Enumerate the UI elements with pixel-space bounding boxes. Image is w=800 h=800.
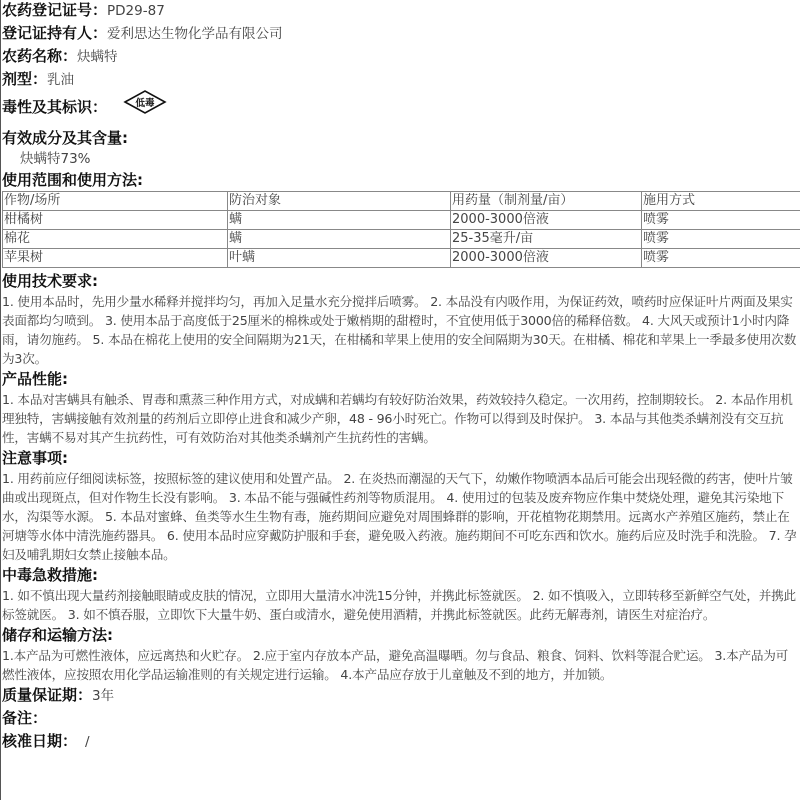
table-row <box>3 211 800 230</box>
column-header-dosage: 用药量（制剂量/亩） <box>451 192 642 211</box>
table-row <box>3 249 800 268</box>
cell-crop: 棉花 <box>3 230 228 249</box>
approval-date-row <box>2 730 800 753</box>
column-header-target: 防治对象 <box>228 192 451 211</box>
pesticide-name-label: 农药名称： <box>2 47 78 65</box>
technique-heading: 使用技术要求: <box>2 272 98 290</box>
first-aid-heading: 中毒急救措施: <box>2 566 98 584</box>
remarks-label: 备注： <box>2 709 48 727</box>
holder-label: 登记证持有人： <box>2 24 108 42</box>
ingredients-heading: 有效成分及其含量: <box>2 129 128 147</box>
cell-target: 螨 <box>228 230 451 249</box>
performance-heading: 产品性能: <box>2 370 68 388</box>
table-row <box>3 230 800 249</box>
cell-target: 叶螨 <box>228 249 451 268</box>
cell-dosage: 25-35毫升/亩 <box>451 230 642 249</box>
precautions-heading: 注意事项: <box>2 449 68 467</box>
shelf-life-row <box>2 684 800 707</box>
shelf-life-label: 质量保证期： <box>2 686 93 704</box>
formulation-row <box>2 68 800 91</box>
low-toxicity-diamond-icon <box>123 89 167 123</box>
storage-heading: 储存和运输方法: <box>2 626 113 644</box>
pesticide-name-row <box>2 45 800 68</box>
registration-number-row <box>2 0 800 22</box>
approval-date-value: / <box>85 734 90 750</box>
precautions-text: 1. 用药前应仔细阅读标签，按照标签的建议使用和处置产品。 2. 在炎热而潮湿的天气下，幼嫩作物喷洒本品后可能会出现轻微的药害，使叶片皱曲或出现斑点，但对作物生长没有影响。 3. 本品不能与强碱性药剂等物质混用。 4. 使用过的包装及废弃物应作集中焚烧处理，避免其污染地下水，沟渠等水源。 5. 本品对蜜蜂、鱼类等水生生物有毒，施药期间应避免对周围蜂群的影响，开花植物花期禁用。远离水产养殖区施药，禁止在河塘等水体中清洗施药器具。 6. 使用本品时应穿戴防护服和手套，避免吸入药液。施药期间不可吃东西和饮水。施药后应及时洗手和洗脸。 7. 孕妇及哺乳期妇女禁止接触本品。 <box>2 471 797 562</box>
first-aid-text: 1. 如不慎出现大量药剂接触眼睛或皮肤的情况，立即用大量清水冲洗15分钟，并携此标签就医。 2. 如不慎吸入，立即转移至新鲜空气处，并携此标签就医。 3. 如不慎吞服，立即饮下大量牛奶、蛋白或清水，避免使用酒精，并携此标签就医。此药无解毒剂，请医生对症治疗。 <box>2 588 796 622</box>
holder-value: 爱利思达生物化学品有限公司 <box>107 26 283 42</box>
cell-target: 螨 <box>228 211 451 230</box>
cell-method: 喷雾 <box>642 211 800 230</box>
formulation-label: 剂型： <box>2 70 48 88</box>
usage-heading: 使用范围和使用方法: <box>2 171 143 189</box>
holder-row <box>2 22 800 45</box>
ingredients-value: 炔螨特73% <box>20 151 91 167</box>
storage-text: 1.本产品为可燃性液体，应远离热和火贮存。 2.应于室内存放本产品，避免高温曝晒。勿与食品、粮食、饲料、饮料等混合贮运。 3.本产品为可燃性液体，应按照农用化学品运输准则的有关规定进行运输。 4.本产品应存放于儿童触及不到的地方，并加锁。 <box>2 648 789 682</box>
approval-date-label: 核准日期： <box>2 732 78 750</box>
toxicity-label: 毒性及其标识： <box>2 98 108 116</box>
cell-dosage: 2000-3000倍液 <box>451 211 642 230</box>
pesticide-name-value: 炔螨特 <box>77 49 118 65</box>
cell-method: 喷雾 <box>642 230 800 249</box>
cell-crop: 柑橘树 <box>3 211 228 230</box>
cell-method: 喷雾 <box>642 249 800 268</box>
cell-crop: 苹果树 <box>3 249 228 268</box>
formulation-value: 乳油 <box>47 72 75 88</box>
column-header-method: 施用方式 <box>642 192 800 211</box>
left-border-line <box>0 0 1 800</box>
column-header-crop: 作物/场所 <box>3 192 228 211</box>
shelf-life-value: 3年 <box>92 688 115 704</box>
usage-table-header <box>3 192 800 211</box>
toxicity-row <box>2 91 800 123</box>
registration-number-value: PD29-87 <box>107 3 165 19</box>
technique-text: 1. 使用本品时，先用少量水稀释并搅拌均匀，再加入足量水充分搅拌后喷雾。 2. 本品没有内吸作用，为保证药效，喷药时应保证叶片两面及果实表面都均匀喷到。 3. 使用本品于高度低于25厘米的棉株或处于嫩梢期的甜橙时，不宜使用低于3000倍的稀释倍数。 4. 大风天或预计1小时内降雨，请勿施药。 5. 本品在棉花上使用的安全间隔期为21天，在柑橘和苹果上使用的安全间隔期为30天。在柑橘、棉花和苹果上一季最多使用次数为3次。 <box>2 294 797 366</box>
remarks-row <box>2 707 800 730</box>
cell-dosage: 2000-3000倍液 <box>451 249 642 268</box>
usage-table <box>2 191 800 268</box>
svg-text:低毒: 低毒 <box>135 98 155 109</box>
registration-number-label: 农药登记证号： <box>2 1 108 19</box>
performance-text: 1. 本品对害螨具有触杀、胃毒和熏蒸三种作用方式，对成螨和若螨均有较好防治效果，药效较持久稳定。一次用药，控制期较长。 2. 本品作用机理独特，害螨接触有效剂量的药剂后立即停止进食和减少产卵，48 - 96小时死亡。作物可以得到及时保护。 3. 本品与其他类杀螨剂没有交互抗性，害螨不易对其产生抗药性，可有效防治对其他类杀螨剂产生抗药性的害螨。 <box>2 392 793 445</box>
pesticide-registration-document <box>2 0 800 753</box>
